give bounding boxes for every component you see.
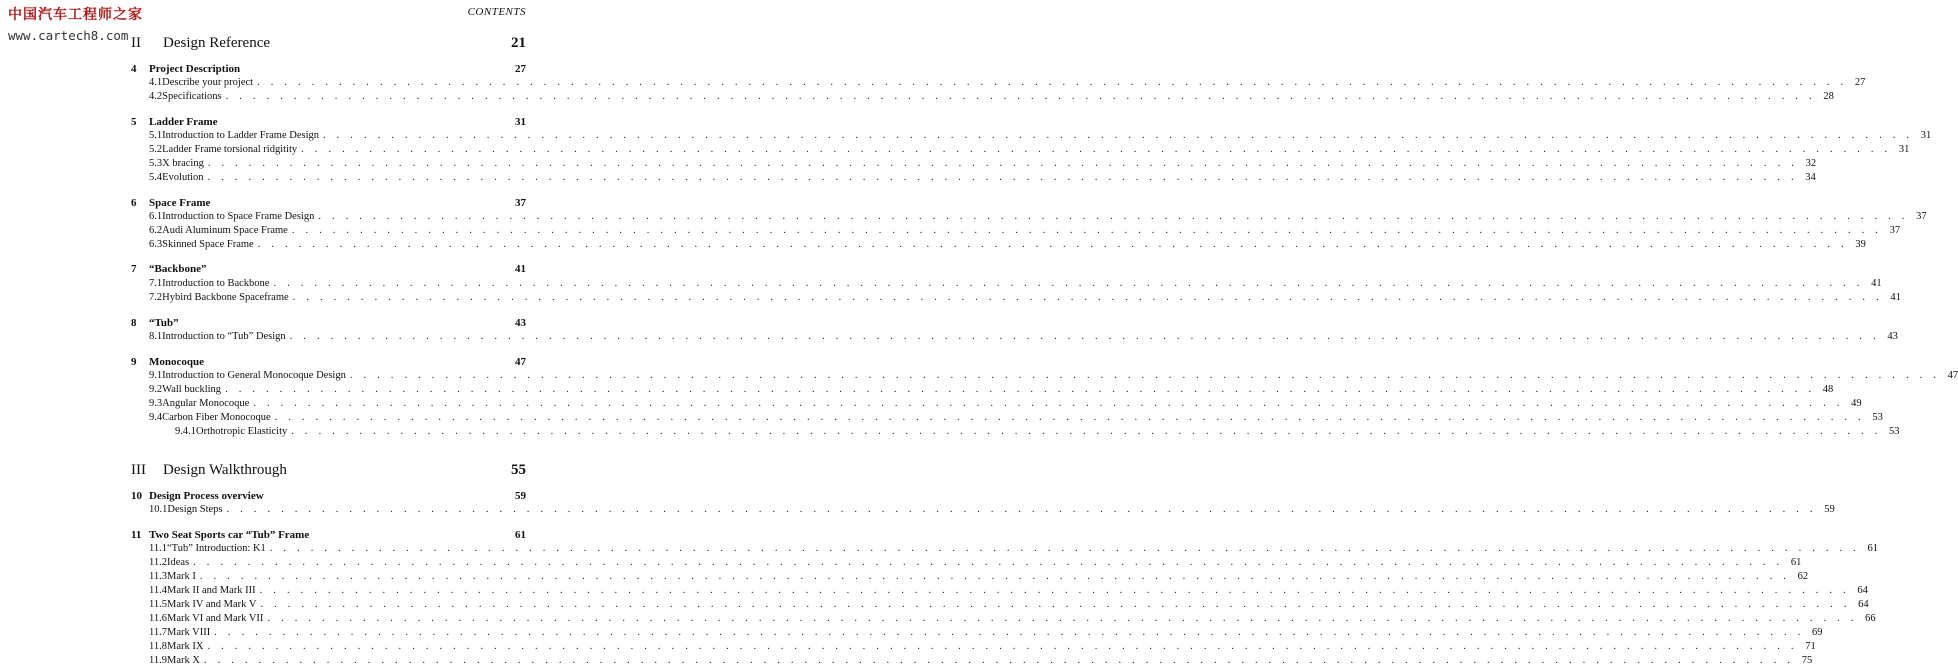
dot-leader [323,130,1913,141]
toc-entry-number: 11.5 [149,599,167,610]
toc-entry-number: 7 [131,263,137,275]
toc-chapter-row[interactable] [131,263,526,275]
dot-leader [291,426,1881,437]
toc-entry-page: 47 [515,356,526,368]
toc-section-row[interactable] [131,91,1834,102]
toc-section-row[interactable] [131,557,1802,568]
dot-leader [301,144,1891,155]
toc-chapter-row[interactable] [131,197,526,209]
dot-leader [290,331,1880,342]
toc-entry-number: 9 [131,356,137,368]
toc-entry-title: Introduction to Ladder Frame Design [162,130,319,141]
toc-section-row[interactable] [131,211,1927,222]
toc-entry-number: 11.2 [149,557,167,568]
toc-entry-number: 5.3 [149,158,163,169]
toc-entry-page: 59 [1824,504,1835,515]
dot-leader [208,158,1798,169]
toc-entry-title: “Tub” Introduction: K1 [167,543,266,554]
toc-entry-number: 4 [131,63,137,75]
toc-entry-title: Design Process overview [149,490,264,502]
toc-entry-page: 37 [515,197,526,209]
toc-entry-number: 11.4 [149,585,167,596]
toc-section-row[interactable] [131,77,1866,88]
toc-entry-number: 6.1 [149,211,163,222]
toc-entry-title: Ladder Frame [149,116,218,128]
watermark [8,6,143,44]
dot-leader [207,641,1797,652]
toc-entry-page: 43 [1887,331,1898,342]
toc-entry-title: X bracing [162,158,204,169]
dot-leader [273,278,1863,289]
toc-entry-title: Orthotropic Elasticity [196,426,288,437]
toc-entry-page: 27 [1854,77,1866,88]
toc-entry-title: Mark IX [167,641,204,652]
toc-entry-number: 11.8 [149,641,167,652]
toc-entry-number: 9.1 [149,370,163,381]
toc-section-row[interactable] [131,571,1809,582]
dot-leader [260,585,1850,596]
toc-chapter-row[interactable] [131,529,526,541]
toc-entry-number: 9.2 [149,384,163,395]
toc-entry-page: 39 [1855,239,1866,250]
toc-entry-title: Ideas [167,557,190,568]
toc-entry-number: 8.1 [149,331,163,342]
toc-section-row[interactable] [131,370,1958,381]
toc-entry-number: 6.2 [149,225,163,236]
toc-entry-title: Introduction to “Tub” Design [162,331,286,342]
toc-section-row[interactable] [131,641,1816,652]
toc-entry-number: 5.4 [149,172,163,183]
dot-leader [257,77,1847,88]
toc-entry-page: 59 [515,490,526,502]
toc-entry-page: 31 [1898,144,1910,155]
toc-section-row[interactable] [131,599,1869,610]
toc-entry-title: Introduction to General Monocoque Design [162,370,346,381]
toc-section-row[interactable] [131,292,1901,303]
toc-entry-title: Mark VI and Mark VII [167,613,264,624]
toc-entry-page: 61 [515,529,526,541]
toc-entry-page: 43 [515,317,526,329]
toc-entry-title: Specifications [162,91,222,102]
toc-section-row[interactable] [131,239,1866,250]
toc-entry-title: Carbon Fiber Monocoque [162,412,271,423]
watermark-site-name: 中国汽车工程师之家 [8,7,143,23]
toc-entry-page: 49 [1851,398,1862,409]
dot-leader [350,370,1940,381]
toc-entry-number: 11 [131,529,142,541]
toc-entry-page: 32 [1805,158,1817,169]
dot-leader [318,211,1908,222]
toc-entry-number: 9.3 [149,398,163,409]
toc-entry-page: 41 [515,263,526,275]
toc-entry-page: 64 [1858,599,1869,610]
toc-entry-page: 61 [1867,543,1879,554]
toc-section-row[interactable] [131,543,1879,554]
toc-entry-title: “Backbone” [149,263,207,275]
toc-entry-page: 69 [1812,627,1823,638]
toc-section-row[interactable] [131,398,1862,409]
toc-entry-number: 8 [131,317,137,329]
toc-section-row[interactable] [131,585,1868,596]
dot-leader [253,398,1843,409]
toc-entry-title: Mark IV and Mark V [167,599,257,610]
toc-entry-title: Mark VIII [167,627,211,638]
dot-leader [193,557,1783,568]
toc-entry-page: 27 [515,63,526,75]
dot-leader [204,655,1794,666]
dot-leader [260,599,1850,610]
toc-chapter-row[interactable] [131,317,526,329]
dot-leader [293,292,1883,303]
toc-entry-title: Design Steps [167,504,223,515]
toc-entry-number: 11.6 [149,613,167,624]
dot-leader [225,384,1815,395]
toc-chapter-row[interactable] [131,490,526,502]
toc-entry-number: 6.3 [149,239,163,250]
toc-entry-page: 75 [1801,655,1813,666]
toc-chapter-row[interactable] [131,116,526,128]
dot-leader [270,543,1860,554]
dot-leader [227,504,1817,515]
dot-leader [275,412,1865,423]
toc-entry-page: 37 [1889,225,1901,236]
toc-section-row[interactable] [131,331,1898,342]
toc-entry-title: Mark X [167,655,200,666]
toc-entry-number: 4.2 [149,91,163,102]
toc-entry-title: Audi Aluminum Space Frame [162,225,288,236]
toc-entry-number: 7.1 [149,278,163,289]
toc-entry-title: Angular Monocoque [162,398,250,409]
toc-section-row[interactable] [131,144,1910,155]
toc-chapter-row[interactable] [131,63,526,75]
toc-entry-title: Ladder Frame torsional ridgitity [162,144,298,155]
toc-section-row[interactable] [131,130,1932,141]
toc-section-row[interactable] [131,278,1882,289]
toc-entry-page: 71 [1805,641,1816,652]
toc-section-row[interactable] [131,504,1835,515]
toc-section-row[interactable] [131,613,1876,624]
toc-section-row[interactable] [131,225,1901,236]
toc-entry-title: Space Frame [149,197,211,209]
toc-section-row[interactable] [131,384,1834,395]
toc-entry-page: 53 [1872,412,1883,423]
toc-entry-number: 9.4.1 [175,426,196,437]
toc-section-row[interactable] [131,627,1823,638]
dot-leader [292,225,1882,236]
toc-entry-page: 41 [1890,292,1901,303]
toc-entry-number: 5.1 [149,130,163,141]
toc-entry-title: Hybird Backbone Spaceframe [162,292,289,303]
toc-entry-number: 11.1 [149,543,167,554]
toc-entry-number: 4.1 [149,77,163,88]
toc-entry-page: 31 [1920,130,1932,141]
toc-entry-title: Monocoque [149,356,204,368]
toc-entry-page: 55 [511,462,526,478]
toc-entry-title: Describe your project [162,77,254,88]
toc-entry-title: Mark II and Mark III [167,585,256,596]
toc-entry-page: 64 [1857,585,1868,596]
toc-entry-page: 31 [515,116,526,128]
dot-leader [214,627,1804,638]
toc-entry-page: 53 [1889,426,1900,437]
watermark-url: www.cartech8.com [8,28,129,43]
toc-section-row[interactable] [131,158,1817,169]
toc-entry-number: 5 [131,116,137,128]
toc-entry-title: “Tub” [149,317,179,329]
dot-leader [226,91,1816,102]
toc-entry-page: 48 [1822,384,1834,395]
toc-entry-number: II [131,35,141,51]
toc-section-row[interactable] [131,172,1816,183]
running-head: CONTENTS [467,6,526,18]
toc-entry-page: 62 [1797,571,1809,582]
toc-entry-title: Mark I [167,571,196,582]
toc-entry-title: Introduction to Backbone [162,278,270,289]
toc-part-row[interactable] [131,35,526,52]
toc-entry-number: 11.7 [149,627,167,638]
toc-entry-title: Wall buckling [162,384,222,395]
dot-leader [267,613,1857,624]
toc-entry-page: 34 [1805,172,1816,183]
toc-entry-title: Evolution [162,172,204,183]
toc-section-row[interactable] [131,412,1883,423]
toc-entry-title: Two Seat Sports car “Tub” Frame [149,529,310,541]
toc-entry-page: 41 [1871,278,1882,289]
toc-entry-title: Design Reference [163,35,271,51]
toc-entry-number: 11.3 [149,571,167,582]
toc-entry-page: 21 [511,35,526,51]
toc-entry-number: 7.2 [149,292,163,303]
dot-leader [200,571,1790,582]
dot-leader [258,239,1848,250]
toc-entry-title: Introduction to Space Frame Design [162,211,315,222]
toc-section-row[interactable] [131,655,1813,666]
toc-entry-title: Project Description [149,63,241,75]
toc-entry-page: 66 [1865,613,1876,624]
toc-chapter-row[interactable] [131,356,526,368]
toc-entry-page: 61 [1790,557,1802,568]
toc-entry-number: 11.9 [149,655,167,666]
dot-leader [208,172,1798,183]
toc-entry-number: 9.4 [149,412,163,423]
toc-entry-number: 5.2 [149,144,163,155]
toc-entry-number: 10.1 [149,504,168,515]
toc-entry-title: Skinned Space Frame [162,239,254,250]
toc-entry-page: 47 [1947,370,1958,381]
toc-entry-number: 10 [131,490,142,502]
toc-part-row[interactable] [131,462,526,479]
toc-entry-number: 6 [131,197,137,209]
toc-entry-title: Design Walkthrough [163,462,287,478]
toc-entry-page: 37 [1916,211,1927,222]
toc-subsection-row[interactable] [131,426,1900,437]
toc-entry-page: 28 [1823,91,1834,102]
toc-entry-number: III [131,462,146,478]
